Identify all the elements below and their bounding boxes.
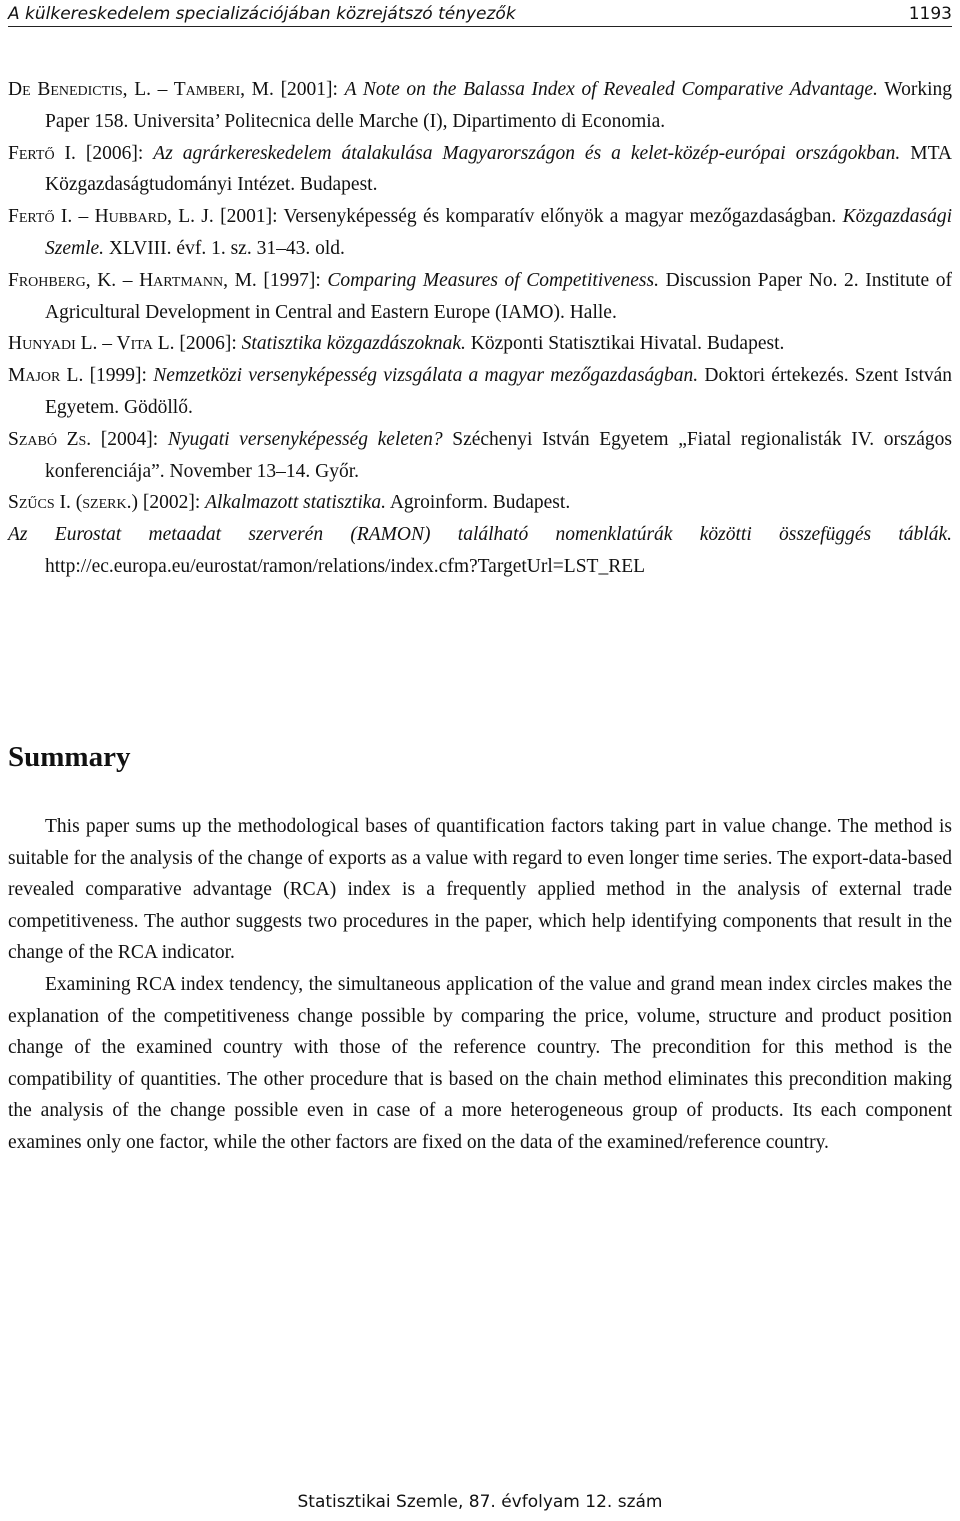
reference-item xyxy=(8,265,952,329)
reference-item xyxy=(8,74,952,138)
reference-item xyxy=(8,138,952,202)
reference-title: Az Eurostat metaadat szerverén (RAMON) található nomenklatúrák közötti összefüggés táblák. xyxy=(8,524,952,546)
summary-body xyxy=(8,811,952,1159)
reference-year: [2002]: xyxy=(142,492,201,514)
summary-paragraph: This paper sums up the methodological bases of quantification factors taking part in value change. The method is suitable for the analysis of the change of exports as a value with regard to even longer time series. The export-data-based revealed comparative advantage (RCA) index is a frequently applied method in the analysis of external trade competitiveness. The author suggests two procedures in the paper, which help identifying components that result in the change of the RCA indicator. xyxy=(8,816,952,964)
reference-year: [2001]: xyxy=(280,79,338,100)
reference-list xyxy=(8,74,952,583)
reference-journal: Közgazdasági Szemle. xyxy=(45,206,953,259)
reference-year: [2006]: xyxy=(85,142,144,164)
summary-heading: Summary xyxy=(8,741,131,773)
reference-author: Szabó Zs. xyxy=(8,428,92,450)
running-footer: Statisztikai Szemle, 87. évfolyam 12. szám xyxy=(297,1492,663,1512)
reference-details: Központi Statisztikai Hivatal. Budapest. xyxy=(470,333,785,355)
reference-author: Hunyadi L. – Vita L. xyxy=(8,333,175,355)
reference-details: Agroinform. Budapest. xyxy=(389,492,571,514)
reference-year: [1999]: xyxy=(89,365,147,387)
reference-item xyxy=(8,360,952,424)
reference-url[interactable]: http://ec.europa.eu/eurostat/ramon/relations/index.cfm?TargetUrl=LST_REL xyxy=(45,555,646,577)
reference-item xyxy=(8,328,952,360)
reference-author: Fertő I. – Hubbard, L. J. xyxy=(8,206,214,228)
reference-details: Working Paper 158. Universita’ Politecnica delle Marche (I), Dipartimento di Economia. xyxy=(45,79,952,132)
reference-year: [2004]: xyxy=(100,428,159,450)
reference-author: Szűcs I. (szerk.) xyxy=(8,492,138,514)
reference-title: Nyugati versenyképesség keleten? xyxy=(167,428,443,450)
reference-author: Frohberg, K. – Hartmann, M. xyxy=(8,269,257,291)
reference-item xyxy=(8,424,952,488)
reference-title: Nemzetközi versenyképesség vizsgálata a magyar mezőgazdaságban. xyxy=(153,365,699,387)
reference-title: A Note on the Balassa Index of Revealed Comparative Advantage. xyxy=(344,79,878,100)
reference-details: Doktori értekezés. Szent István Egyetem. Gödöllő. xyxy=(45,365,953,418)
reference-details: MTA Közgazdaságtudományi Intézet. Budapest. xyxy=(45,142,953,196)
reference-item xyxy=(8,487,952,519)
reference-author: De Benedictis, L. – Tamberi, M. xyxy=(8,79,274,100)
reference-title: Statisztika közgazdászoknak. xyxy=(241,333,466,355)
reference-year: [2001]: xyxy=(220,206,278,228)
reference-title: Az agrárkereskedelem átalakulása Magyarországon és a kelet-közép-európai országokban. xyxy=(153,142,901,164)
reference-year: [2006]: xyxy=(179,333,237,355)
reference-author: Major L. xyxy=(8,365,84,387)
reference-title: Comparing Measures of Competitiveness. xyxy=(327,269,659,291)
page-number: 1193 xyxy=(908,4,952,24)
summary-paragraph: Examining RCA index tendency, the simultaneous application of the value and grand mean index circles makes the explanation of the competitiveness change possible by comparing the price, volume, structure and product position change of the examined country with those of the reference country. The precondition for this method is the compatibility of quantities. The other procedure that is based on the chain method eliminates this precondition making the analysis of the change possible even in case of a more heterogeneous group of products. Its each component examines only one factor, while the other factors are fixed on the data of the examined/reference country. xyxy=(8,973,952,1153)
running-header xyxy=(8,0,952,27)
reference-item xyxy=(8,519,952,583)
running-header-title: A külkereskedelem specializációjában közrejátszó tényezők xyxy=(8,4,516,24)
reference-item xyxy=(8,201,952,265)
reference-year: [1997]: xyxy=(263,269,321,291)
reference-details: Széchenyi István Egyetem „Fiatal regionalisták IV. országos konferenciája”. November 13–14. Győr. xyxy=(45,428,953,482)
reference-title: Versenyképesség és komparatív előnyök a magyar mezőgazdaságban. xyxy=(283,206,837,228)
reference-details: XLVIII. évf. 1. sz. 31–43. old. xyxy=(108,237,345,259)
reference-author: Fertő I. xyxy=(8,142,76,164)
reference-title: Alkalmazott statisztika. xyxy=(205,492,387,514)
reference-details: Discussion Paper No. 2. Institute of Agricultural Development in Central and Eastern Europe (IAMO). Halle. xyxy=(45,269,953,323)
